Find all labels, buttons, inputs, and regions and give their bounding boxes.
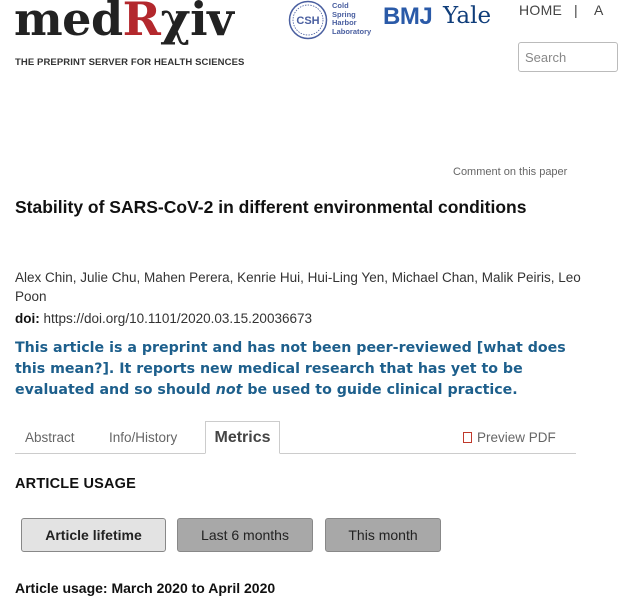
comment-link[interactable]: Comment on this paper xyxy=(453,166,568,178)
notice-text: This article is a preprint and has not been peer-reviewed [ xyxy=(15,340,484,356)
search-input[interactable] xyxy=(518,42,618,72)
csh-line: Spring xyxy=(332,9,356,19)
doi-line xyxy=(15,311,312,326)
preprint-notice xyxy=(15,338,585,401)
doi-link[interactable]: https://doi.org/10.1101/2020.03.15.20036673 xyxy=(43,311,312,326)
logo-suffix: χiv xyxy=(160,0,234,46)
medrxiv-logo[interactable] xyxy=(14,0,234,46)
csh-line: Harbor xyxy=(332,18,357,27)
article-title: Stability of SARS-CoV-2 in different environmental conditions xyxy=(15,197,527,217)
yale-logo[interactable]: Yale xyxy=(443,3,492,29)
tagline: THE PREPRINT SERVER FOR HEALTH SCIENCES xyxy=(15,57,245,68)
nav-next-link[interactable]: A xyxy=(594,2,604,18)
csh-seal-icon[interactable] xyxy=(288,0,328,40)
csh-badge-text: CSH xyxy=(296,15,320,27)
logo-accent: R xyxy=(122,0,161,46)
csh-line: Laboratory xyxy=(332,26,372,36)
csh-name xyxy=(332,2,371,36)
last-6-months-button[interactable]: Last 6 months xyxy=(177,518,313,552)
csh-line: Cold xyxy=(332,1,349,10)
pdf-icon xyxy=(463,432,472,443)
tab-abstract[interactable]: Abstract xyxy=(25,430,75,445)
this-month-button[interactable]: This month xyxy=(325,518,441,552)
nav-separator: | xyxy=(574,2,578,18)
notice-text: ]. It reports new medical research that has yet to be evaluated and so should xyxy=(15,361,523,398)
logo-prefix: med xyxy=(14,0,123,46)
article-usage-heading: ARTICLE USAGE xyxy=(15,476,137,492)
nav-home-link[interactable]: HOME xyxy=(519,2,563,18)
notice-text: be used to guide clinical practice. xyxy=(242,382,518,398)
notice-emphasis: not xyxy=(215,382,243,398)
doi-label: doi: xyxy=(15,311,40,326)
tab-info-history[interactable]: Info/History xyxy=(109,430,178,445)
tabs-divider xyxy=(15,453,576,454)
bmj-logo[interactable]: BMJ xyxy=(383,3,433,30)
article-lifetime-button[interactable]: Article lifetime xyxy=(21,518,166,552)
usage-range: Article usage: March 2020 to April 2020 xyxy=(15,580,276,596)
preview-pdf-link[interactable] xyxy=(463,422,556,453)
tab-metrics[interactable]: Metrics xyxy=(205,421,280,454)
author-list[interactable]: Alex Chin, Julie Chu, Mahen Perera, Kenrie Hui, Hui-Ling Yen, Michael Chan, Malik Peiris, Leo Poon xyxy=(15,270,581,304)
preview-pdf-label: Preview PDF xyxy=(477,430,556,445)
what-does-this-mean-link[interactable]: what does this mean? xyxy=(15,340,566,377)
